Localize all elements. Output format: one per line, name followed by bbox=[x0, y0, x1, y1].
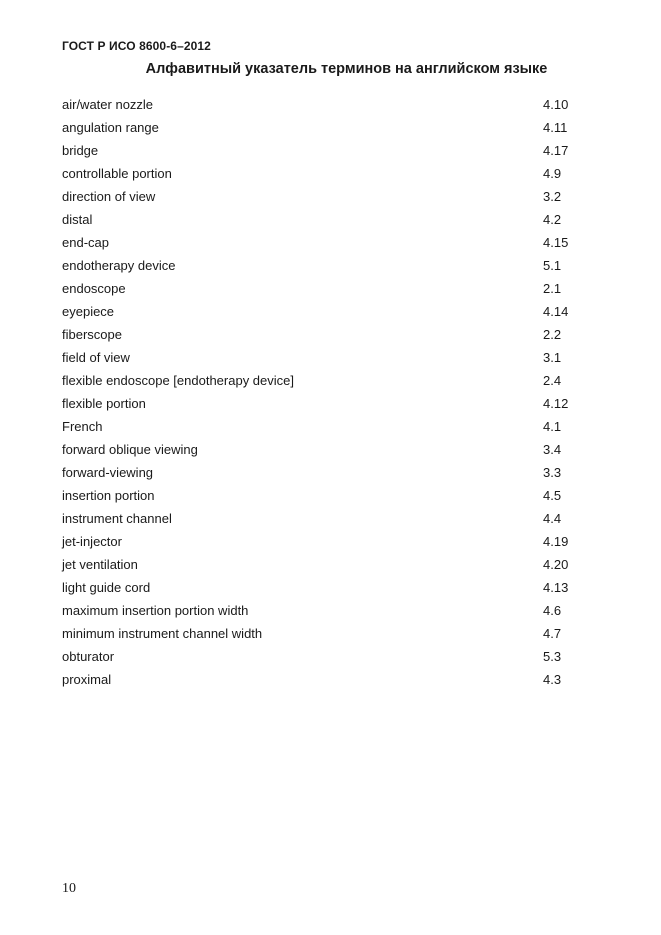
index-row bbox=[62, 256, 602, 279]
index-reference: 3.3 bbox=[543, 465, 562, 480]
index-row bbox=[62, 348, 602, 371]
index-row bbox=[62, 118, 602, 141]
index-term: insertion portion bbox=[62, 488, 155, 503]
index-term: angulation range bbox=[62, 120, 159, 135]
index-row bbox=[62, 95, 602, 118]
index-term: direction of view bbox=[62, 189, 156, 204]
index-reference: 4.17 bbox=[543, 143, 569, 158]
index-reference: 4.1 bbox=[543, 419, 562, 434]
index-term: forward oblique viewing bbox=[62, 442, 198, 457]
index-row bbox=[62, 302, 602, 325]
index-reference: 4.11 bbox=[543, 120, 568, 135]
index-reference: 4.10 bbox=[543, 97, 569, 112]
index-reference: 2.4 bbox=[543, 373, 562, 388]
index-reference: 3.4 bbox=[543, 442, 562, 457]
index-term: eyepiece bbox=[62, 304, 115, 319]
index-reference: 3.1 bbox=[543, 350, 562, 365]
index-term: French bbox=[62, 419, 103, 434]
index-reference: 3.2 bbox=[543, 189, 562, 204]
index-row bbox=[62, 394, 602, 417]
index-term: minimum instrument channel width bbox=[62, 626, 263, 641]
index-reference: 4.6 bbox=[543, 603, 562, 618]
index-term: fiberscope bbox=[62, 327, 122, 342]
index-row bbox=[62, 647, 602, 670]
term-index-list bbox=[62, 95, 602, 693]
index-reference: 5.1 bbox=[543, 258, 562, 273]
index-reference: 4.5 bbox=[543, 488, 562, 503]
index-reference: 4.7 bbox=[543, 626, 562, 641]
standard-code: ГОСТ Р ИСО 8600-6–2012 bbox=[62, 39, 211, 53]
index-row bbox=[62, 417, 602, 440]
index-row bbox=[62, 555, 602, 578]
index-reference: 4.2 bbox=[543, 212, 562, 227]
index-reference: 5.3 bbox=[543, 649, 562, 664]
index-term: flexible portion bbox=[62, 396, 146, 411]
index-row bbox=[62, 141, 602, 164]
index-reference: 4.3 bbox=[543, 672, 562, 687]
index-term: field of view bbox=[62, 350, 130, 365]
index-term: maximum insertion portion width bbox=[62, 603, 249, 618]
index-term: distal bbox=[62, 212, 93, 227]
index-row bbox=[62, 187, 602, 210]
index-term: endotherapy device bbox=[62, 258, 176, 273]
index-row bbox=[62, 578, 602, 601]
index-term: bridge bbox=[62, 143, 99, 158]
index-reference: 2.2 bbox=[543, 327, 562, 342]
index-term: forward-viewing bbox=[62, 465, 154, 480]
index-reference: 4.13 bbox=[543, 580, 569, 595]
index-row bbox=[62, 233, 602, 256]
index-row bbox=[62, 601, 602, 624]
index-term: instrument channel bbox=[62, 511, 172, 526]
index-row bbox=[62, 624, 602, 647]
index-term: end-cap bbox=[62, 235, 109, 250]
index-term: controllable portion bbox=[62, 166, 172, 181]
index-term: proximal bbox=[62, 672, 112, 687]
index-term: jet ventilation bbox=[62, 557, 138, 572]
index-row bbox=[62, 371, 602, 394]
index-reference: 2.1 bbox=[543, 281, 562, 296]
page-title: Алфавитный указатель терминов на английском языке bbox=[145, 61, 548, 77]
index-row bbox=[62, 279, 602, 302]
index-row bbox=[62, 325, 602, 348]
index-row bbox=[62, 164, 602, 187]
index-reference: 4.12 bbox=[543, 396, 569, 411]
page-number: 10 bbox=[62, 881, 76, 896]
index-reference: 4.9 bbox=[543, 166, 562, 181]
index-row bbox=[62, 210, 602, 233]
index-row bbox=[62, 486, 602, 509]
index-row bbox=[62, 509, 602, 532]
index-term: light guide cord bbox=[62, 580, 151, 595]
index-row bbox=[62, 532, 602, 555]
index-row bbox=[62, 670, 602, 693]
index-row bbox=[62, 440, 602, 463]
index-term: obturator bbox=[62, 649, 115, 664]
index-term: jet-injector bbox=[62, 534, 122, 549]
index-row bbox=[62, 463, 602, 486]
index-reference: 4.20 bbox=[543, 557, 569, 572]
index-reference: 4.4 bbox=[543, 511, 562, 526]
index-term: air/water nozzle bbox=[62, 97, 154, 112]
index-reference: 4.15 bbox=[543, 235, 569, 250]
index-term: flexible endoscope [endotherapy device] bbox=[62, 373, 294, 388]
index-reference: 4.19 bbox=[543, 534, 569, 549]
index-reference: 4.14 bbox=[543, 304, 569, 319]
index-term: endoscope bbox=[62, 281, 126, 296]
